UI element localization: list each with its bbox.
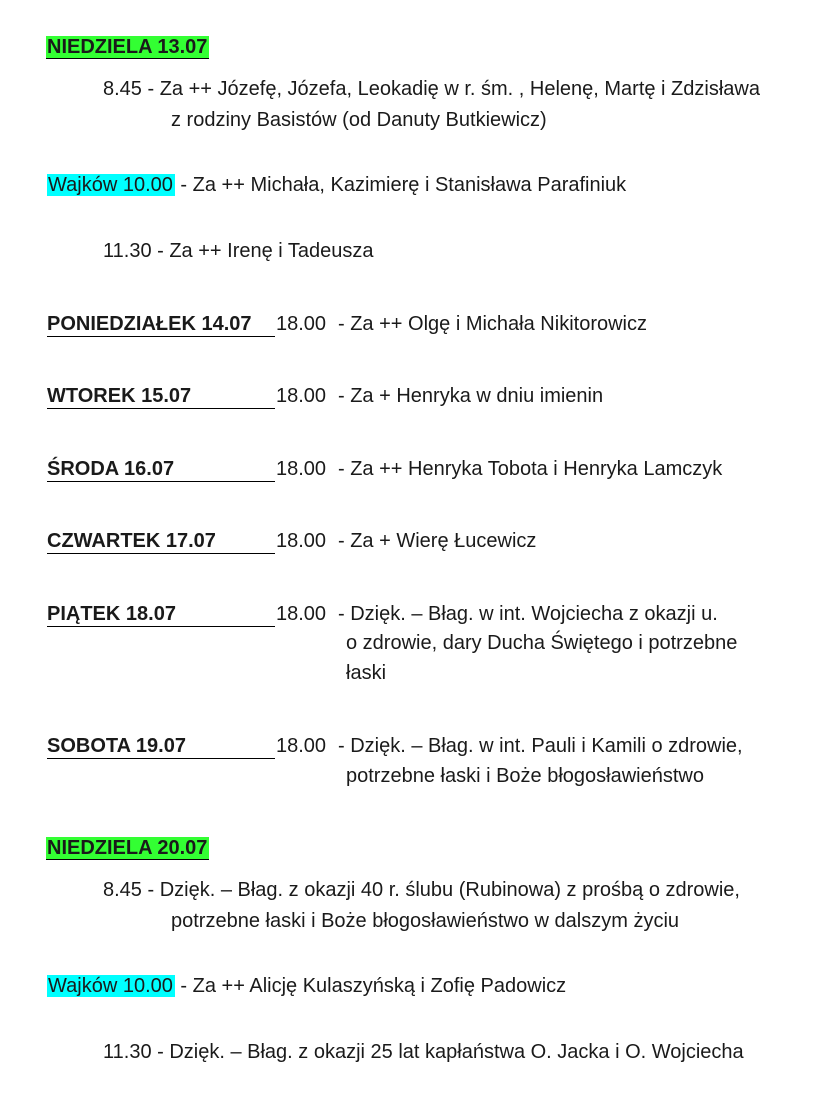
day-header-wednesday: ŚRODA 16.07 bbox=[47, 457, 275, 482]
mass-time: 18.00 bbox=[276, 458, 327, 480]
mass-intention-line: o zdrowie, dary Ducha Świętego i potrzebne bbox=[346, 632, 738, 654]
mass-intention-line: z rodziny Basistów (od Danuty Butkiewicz) bbox=[171, 109, 547, 131]
mass-intention-line: - Za ++ Olgę i Michała Nikitorowicz bbox=[338, 313, 647, 335]
day-header: NIEDZIELA 13.07 bbox=[47, 36, 208, 58]
day-header-thursday: CZWARTEK 17.07 bbox=[47, 529, 275, 554]
mass-intention-line: - Dzięk. – Błag. w int. Pauli i Kamili o zdrowie, bbox=[338, 735, 743, 757]
day-header-tuesday: WTOREK 15.07 bbox=[47, 384, 275, 409]
day-header-friday: PIĄTEK 18.07 bbox=[47, 602, 275, 627]
mass-intention-wajkow bbox=[47, 974, 566, 998]
mass-intention-line: 8.45 - Dzięk. – Błag. z okazji 40 r. ślubu (Rubinowa) z prośbą o zdrowie, bbox=[103, 879, 740, 901]
place-time-highlight: Wajków 10.00 bbox=[48, 174, 173, 196]
mass-intention-text: - Za ++ Alicję Kulaszyńską i Zofię Padowicz bbox=[174, 975, 567, 997]
mass-time: 18.00 bbox=[276, 530, 327, 552]
mass-intention-text: - Za ++ Michała, Kazimierę i Stanisława Parafiniuk bbox=[174, 174, 627, 196]
mass-intention-line: potrzebne łaski i Boże błogosławieństwo w dalszym życiu bbox=[171, 910, 680, 932]
mass-intention-line: 8.45 - Za ++ Józefę, Józefa, Leokadię w r. śm. , Helenę, Martę i Zdzisława bbox=[103, 78, 760, 100]
sunday-13-header bbox=[46, 35, 209, 59]
mass-intention-line: 11.30 - Za ++ Irenę i Tadeusza bbox=[103, 240, 374, 262]
day-header-saturday: SOBOTA 19.07 bbox=[47, 734, 275, 759]
mass-intention-line: - Dzięk. – Błag. w int. Wojciecha z okazji u. bbox=[338, 603, 718, 625]
mass-intention-wajkow bbox=[47, 173, 626, 197]
mass-intention-line: - Za + Wierę Łucewicz bbox=[338, 530, 537, 552]
mass-intention-line: 11.30 - Dzięk. – Błag. z okazji 25 lat kapłaństwa O. Jacka i O. Wojciecha bbox=[103, 1041, 744, 1063]
place-time-highlight: Wajków 10.00 bbox=[48, 975, 173, 997]
mass-time: 18.00 bbox=[276, 313, 327, 335]
day-header: NIEDZIELA 20.07 bbox=[47, 837, 208, 859]
mass-intention-line: potrzebne łaski i Boże błogosławieństwo bbox=[346, 765, 704, 787]
mass-time: 18.00 bbox=[276, 603, 327, 625]
day-header-monday: PONIEDZIAŁEK 14.07 bbox=[47, 312, 275, 337]
mass-intention-line: - Za ++ Henryka Tobota i Henryka Lamczyk bbox=[338, 458, 723, 480]
sunday-20-header bbox=[46, 836, 209, 860]
mass-time: 18.00 bbox=[276, 735, 327, 757]
mass-intention-line: łaski bbox=[346, 662, 387, 684]
mass-time: 18.00 bbox=[276, 385, 327, 407]
mass-intention-line: - Za + Henryka w dniu imienin bbox=[338, 385, 604, 407]
